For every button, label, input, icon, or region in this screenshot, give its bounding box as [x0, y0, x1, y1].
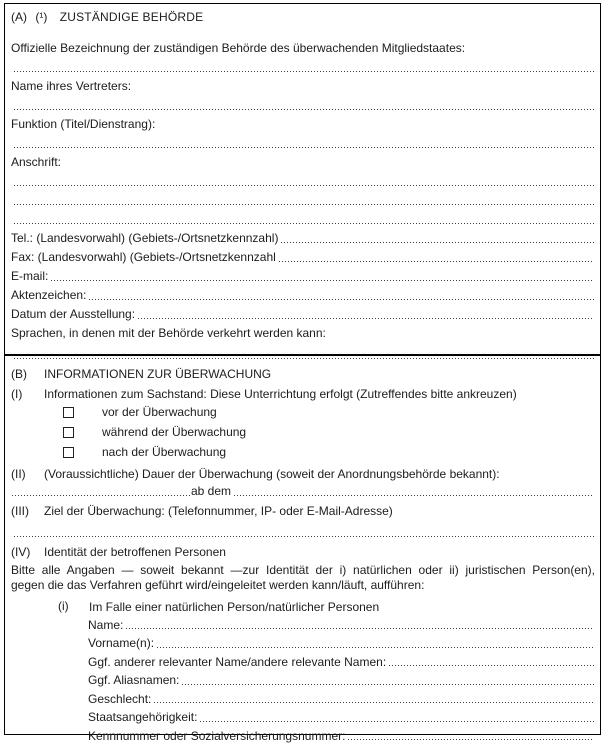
aliases-fill-line [182, 683, 594, 685]
other-names-label: Ggf. anderer relevanter Name/andere relevante Namen: [88, 654, 387, 669]
field-other-names [11, 651, 595, 670]
section-b-header [11, 362, 595, 382]
section-a-number: (A) [11, 10, 27, 24]
representative-fill-line [14, 108, 594, 110]
section-b-number: (B) [11, 367, 27, 381]
checkbox-label: nach der Überwachung [102, 445, 227, 459]
field-aliases [11, 670, 595, 689]
id-number-label: Kennnummer oder Sozialversicherungsnummer: [88, 728, 346, 743]
representative-label: Name ihres Vertreters: [11, 79, 132, 93]
aliases-label: Ggf. Aliasnamen: [88, 673, 180, 687]
nationality-label: Staatsangehörigkeit: [88, 710, 198, 724]
field-gender [11, 688, 595, 707]
checkbox-label: während der Überwachung [102, 425, 247, 439]
option-before-surveillance [11, 402, 595, 422]
ab-dem-label: ab dem [191, 484, 232, 498]
address-fill-line-1 [14, 184, 594, 186]
checkbox-before-surveillance[interactable] [63, 407, 74, 418]
identity-paragraph-line-2: gegen die das Verfahren geführt wird/eingeleitet werden kann/läuft, aufführen: [11, 578, 425, 592]
issue-date-fill-line [138, 317, 594, 319]
item-ii-number: (II) [11, 467, 26, 481]
checkbox-label: vor der Überwachung [102, 405, 217, 419]
email-fill-line [51, 279, 594, 281]
checkbox-after-surveillance[interactable] [63, 447, 74, 458]
file-ref-label: Aktenzeichen: [11, 288, 87, 302]
item-iii-row [11, 499, 595, 519]
tel-fill-line [281, 241, 594, 243]
gender-fill-line [154, 702, 594, 704]
target-fill-line [14, 535, 594, 537]
duration-fill-line-start [12, 494, 190, 496]
address-fill-line-2 [14, 203, 594, 205]
field-first-names [11, 633, 595, 652]
identity-paragraph-line-1: Bitte alle Angaben — soweit bekannt —zur Identität der i) natürlichen oder ii) juristischen Person(en), [11, 563, 595, 577]
tel-label: Tel.: (Landesvorwahl) (Gebiets-/Ortsnetzkennzahl) [11, 231, 279, 245]
issue-date-label: Datum der Ausstellung: [11, 307, 136, 321]
sub-item-i-text: Im Falle einer natürlichen Person/natürlicher Personen [89, 600, 380, 614]
section-b-box [4, 355, 601, 743]
item-ii-text: (Voraussichtliche) Dauer der Überwachung (soweit der Anordnungsbehörde bekannt): [44, 467, 500, 481]
name-fill-line [126, 628, 594, 630]
name-label: Name: [88, 617, 124, 632]
section-a-header [11, 10, 595, 37]
checkbox-during-surveillance[interactable] [63, 427, 74, 438]
fax-label: Fax: (Landesvorwahl) (Gebiets-/Ortsnetzkennzahl [11, 250, 276, 264]
item-i-row [11, 382, 595, 402]
item-i-text: Informationen zum Sachstand: Diese Unterrichtung erfolgt (Zutreffendes bitte ankreuzen) [44, 387, 517, 401]
item-iv-row [11, 540, 595, 560]
gender-label: Geschlecht: [88, 691, 152, 706]
fax-fill-line [279, 260, 594, 262]
file-ref-fill-line [89, 298, 594, 300]
item-i-number: (I) [11, 387, 23, 401]
languages-label: Sprachen, in denen mit der Behörde verkehrt werden kann: [11, 326, 326, 340]
item-iv-text: Identität der betroffenen Personen [44, 545, 226, 559]
email-label: E-mail: [11, 269, 49, 283]
nationality-fill-line [200, 720, 594, 722]
other-names-fill-line [389, 665, 594, 667]
section-a-title: ZUSTÄNDIGE BEHÖRDE [59, 10, 204, 24]
field-name [11, 614, 595, 633]
function-fill-line [14, 146, 594, 148]
footnote-marker: (¹) [35, 10, 48, 24]
item-iv-number: (IV) [11, 545, 31, 559]
item-iii-text: Ziel der Überwachung: (Telefonnummer, IP- oder E-Mail-Adresse) [44, 504, 393, 518]
field-id-number [11, 725, 595, 744]
section-a-box [4, 3, 601, 355]
official-name-fill-line [14, 70, 594, 72]
function-label: Funktion (Titel/Dienstrang): [11, 117, 156, 131]
sub-item-i-number: (i) [58, 599, 69, 613]
item-iii-number: (III) [11, 504, 29, 518]
field-nationality [11, 707, 595, 726]
duration-fill-line-end [234, 494, 594, 496]
item-ii-row [11, 462, 595, 482]
official-name-label: Offizielle Bezeichnung der zuständigen Behörde des überwachenden Mitgliedstaates: [11, 41, 466, 55]
duration-row [11, 482, 595, 499]
option-during-surveillance [11, 422, 595, 442]
option-after-surveillance [11, 442, 595, 462]
section-b-title: INFORMATIONEN ZUR ÜBERWACHUNG [44, 367, 272, 381]
address-fill-line-3 [14, 222, 594, 224]
first-names-fill-line [157, 646, 594, 648]
address-label: Anschrift: [11, 155, 62, 169]
languages-fill-line [14, 357, 594, 359]
first-names-label: Vorname(n): [88, 636, 155, 650]
sub-item-i-row [11, 595, 595, 614]
identity-paragraph [11, 563, 595, 593]
